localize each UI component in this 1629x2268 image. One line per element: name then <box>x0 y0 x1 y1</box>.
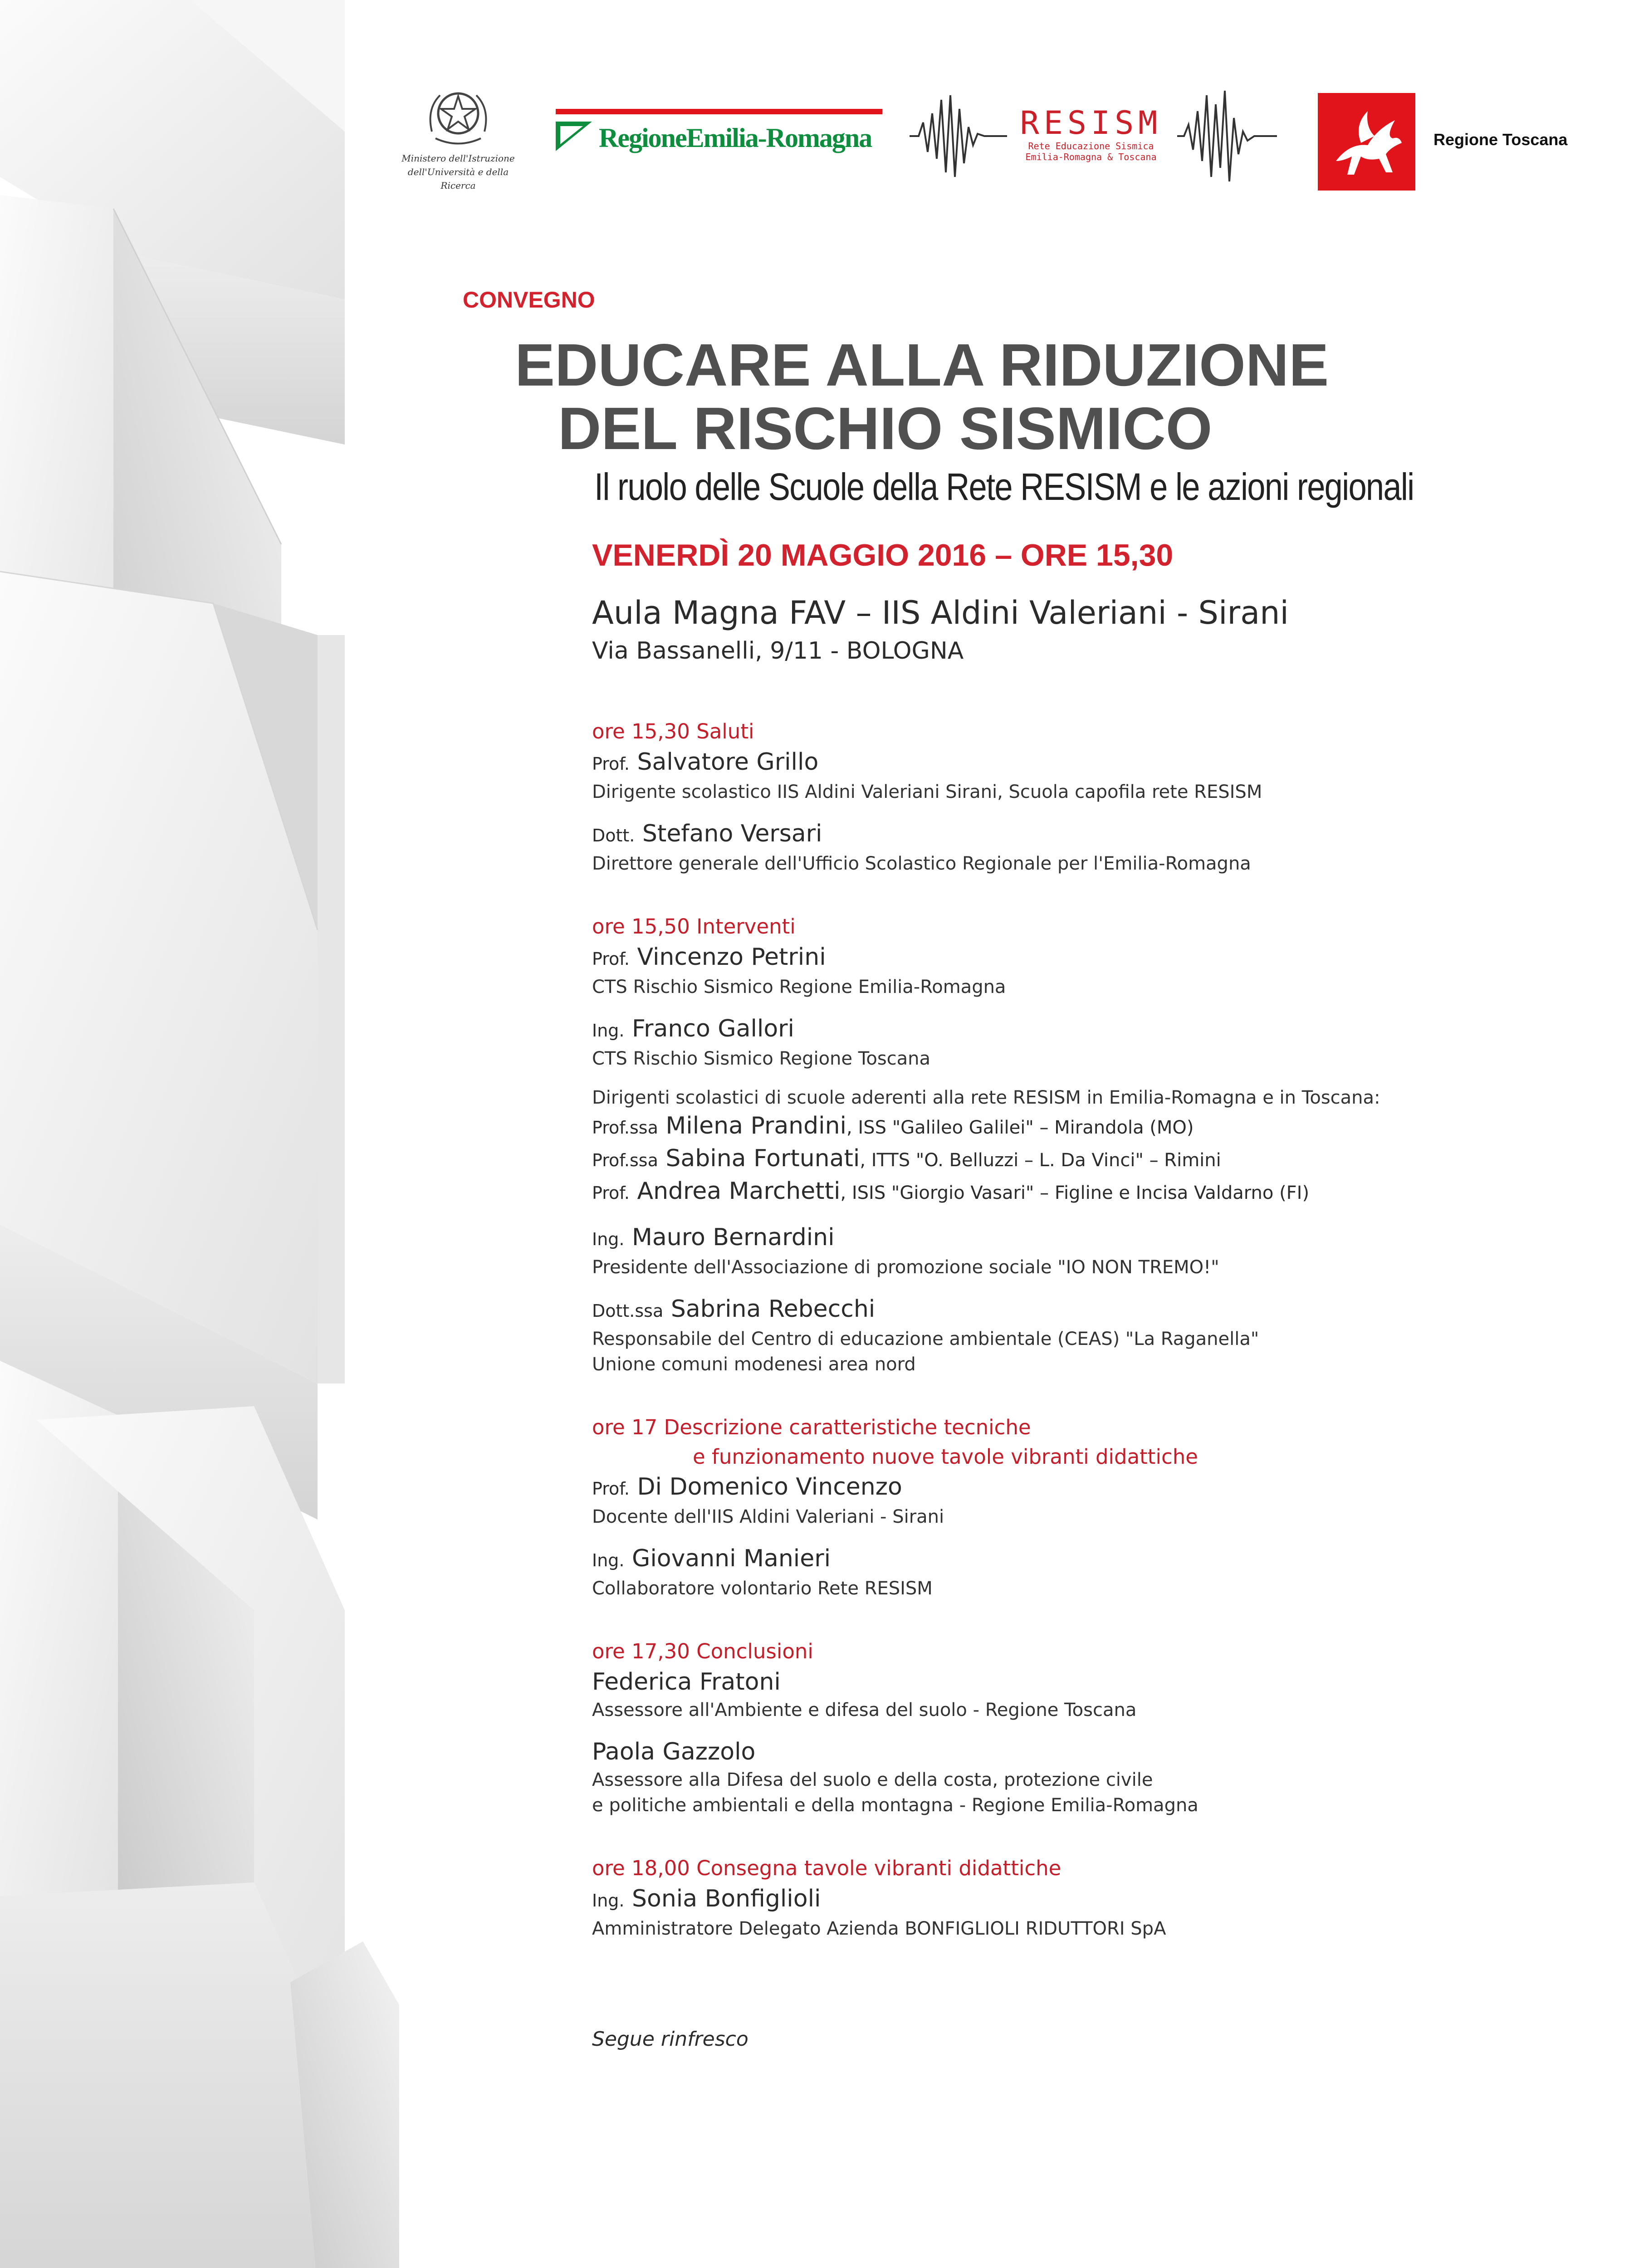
event-kicker: CONVEGNO <box>463 287 595 313</box>
miur-caption-line2: dell'Università e della Ricerca <box>407 166 509 191</box>
section-saluti <box>592 717 1572 876</box>
regione-toscana-logo <box>1318 93 1568 191</box>
speaker-name <box>592 1543 1572 1576</box>
winged-horse-icon <box>1318 93 1415 191</box>
speaker-title: Dott.ssa <box>592 1301 664 1321</box>
regione-emilia-romagna-logo <box>556 109 882 156</box>
speaker-role: CTS Rischio Sismico Regione Emilia-Romagna <box>592 977 1006 997</box>
resism-subtitle-line1: Rete Educazione Sismica <box>1028 141 1154 152</box>
resism-subtitle-line2: Emilia-Romagna & Toscana <box>1025 152 1157 162</box>
schools-intro: Dirigenti scolastici di scuole aderenti alla rete RESISM in Emilia-Romagna e in Toscana: <box>592 1087 1380 1108</box>
speaker-title: Prof.ssa <box>592 1118 658 1138</box>
closing-note: Segue rinfresco <box>592 2028 748 2051</box>
speaker-role: Collaboratore volontario Rete RESISM <box>592 1578 933 1599</box>
speaker-title: Prof. <box>592 1183 630 1203</box>
dirigente-line <box>592 1143 1572 1176</box>
resism-logo <box>910 68 1277 204</box>
speaker-fullname: Giovanni Manieri <box>632 1545 831 1572</box>
speaker-affiliation: , ISIS "Giorgio Vasari" – Figline e Incisa Valdarno (FI) <box>840 1183 1310 1203</box>
speaker-fullname: Andrea Marchetti <box>637 1178 841 1205</box>
speaker-title: Prof.ssa <box>592 1150 658 1170</box>
title-line1: EDUCARE ALLA RIDUZIONE <box>515 332 1329 398</box>
speaker-fullname: Di Domenico Vincenzo <box>637 1473 902 1501</box>
rer-name: RegioneEmilia-Romagna <box>599 123 872 153</box>
miur-caption-line1: Ministero dell'Istruzione <box>401 153 515 164</box>
speaker-name <box>592 747 1572 779</box>
section-consegna <box>592 1853 1572 1941</box>
speaker-name <box>592 1294 1572 1326</box>
speaker-name <box>592 1883 1572 1916</box>
speaker-role-line2: e politiche ambientali e della montagna - Regione Emilia-Romagna <box>592 1795 1199 1816</box>
section-time: ore 15,30 Saluti <box>592 719 754 743</box>
speaker-role: Assessore alla Difesa del suolo e della costa, protezione civile <box>592 1769 1153 1790</box>
speaker-role-line2: Unione comuni modenesi area nord <box>592 1354 916 1375</box>
speaker-role: Assessore all'Ambiente e difesa del suolo - Regione Toscana <box>592 1700 1137 1721</box>
speaker-role: Responsabile del Centro di educazione ambientale (CEAS) "La Raganella" <box>592 1329 1259 1349</box>
toscana-name: Regione Toscana <box>1433 130 1568 149</box>
section-time: ore 15,50 Interventi <box>592 914 796 938</box>
section-descrizione <box>592 1413 1572 1601</box>
speaker-fullname: Sabrina Rebecchi <box>670 1295 876 1323</box>
speaker-title: Ing. <box>592 1021 625 1041</box>
speaker-name <box>592 1471 1572 1504</box>
speaker-affiliation: , ISS "Galileo Galilei" – Mirandola (MO) <box>846 1117 1194 1138</box>
rer-flag-icon <box>556 117 594 153</box>
event-address: Via Bassanelli, 9/11 - BOLOGNA <box>592 637 964 665</box>
rer-red-band <box>556 109 882 114</box>
speaker-fullname: Sabina Fortunati <box>665 1145 860 1172</box>
dirigente-line <box>592 1110 1572 1143</box>
speaker-fullname: Sonia Bonfiglioli <box>632 1885 821 1912</box>
speaker-name <box>592 818 1572 851</box>
speaker-role: Presidente dell'Associazione di promozione sociale "IO NON TREMO!" <box>592 1257 1219 1278</box>
speaker-title: Dott. <box>592 826 635 846</box>
italian-emblem-icon <box>422 77 494 150</box>
resism-word: RESISM <box>1020 104 1162 142</box>
speaker-name: Paola Gazzolo <box>592 1738 756 1765</box>
event-venue: Aula Magna FAV – IIS Aldini Valeriani - Sirani <box>592 594 1289 631</box>
speaker-role: Docente dell'IIS Aldini Valeriani - Sirani <box>592 1506 944 1527</box>
speaker-role: Dirigente scolastico IIS Aldini Valeriani Sirani, Scuola capofila rete RESISM <box>592 782 1262 802</box>
section-time: ore 17 Descrizione caratteristiche tecniche <box>592 1415 1031 1439</box>
speaker-fullname: Mauro Bernardini <box>632 1224 835 1251</box>
speaker-fullname: Stefano Versari <box>642 820 822 847</box>
speaker-title: Ing. <box>592 1891 625 1911</box>
resism-subtitle <box>1009 141 1173 162</box>
section-time: ore 17,30 Conclusioni <box>592 1639 813 1663</box>
speaker-fullname: Vincenzo Petrini <box>637 943 826 971</box>
speaker-title: Prof. <box>592 1479 630 1499</box>
section-interventi <box>592 912 1572 1377</box>
speaker-role: CTS Rischio Sismico Regione Toscana <box>592 1048 931 1069</box>
speaker-affiliation: , ITTS "O. Belluzzi – L. Da Vinci" – Rimini <box>860 1150 1221 1171</box>
toscana-red-square <box>1318 93 1415 191</box>
dirigente-line <box>592 1176 1572 1208</box>
event-date: VENERDÌ 20 MAGGIO 2016 – ORE 15,30 <box>592 538 1174 572</box>
miur-logo <box>399 77 517 191</box>
background-blocks <box>0 0 544 2268</box>
subtitle: Il ruolo delle Scuole della Rete RESISM e le azioni regionali <box>594 465 1414 508</box>
speaker-fullname: Milena Prandini <box>665 1112 846 1139</box>
programme <box>592 717 1572 1941</box>
speaker-title: Ing. <box>592 1229 625 1249</box>
speaker-fullname: Franco Gallori <box>632 1015 794 1042</box>
section-time: ore 18,00 Consegna tavole vibranti didattiche <box>592 1856 1062 1880</box>
speaker-role: Direttore generale dell'Ufficio Scolastico Regionale per l'Emilia-Romagna <box>592 853 1251 874</box>
speaker-title: Prof. <box>592 754 630 774</box>
speaker-name <box>592 1222 1572 1255</box>
speaker-name <box>592 1013 1572 1046</box>
section-conclusioni <box>592 1637 1572 1818</box>
speaker-name: Federica Fratoni <box>592 1668 781 1696</box>
speaker-fullname: Salvatore Grillo <box>637 748 819 776</box>
section-time-line2: e funzionamento nuove tavole vibranti didattiche <box>693 1445 1198 1469</box>
speaker-title: Prof. <box>592 949 630 969</box>
speaker-title: Ing. <box>592 1550 625 1570</box>
speaker-role: Amministratore Delegato Azienda BONFIGLIOLI RIDUTTORI SpA <box>592 1918 1166 1939</box>
title-line2: DEL RISCHIO SISMICO <box>558 395 1213 462</box>
speaker-name <box>592 942 1572 974</box>
